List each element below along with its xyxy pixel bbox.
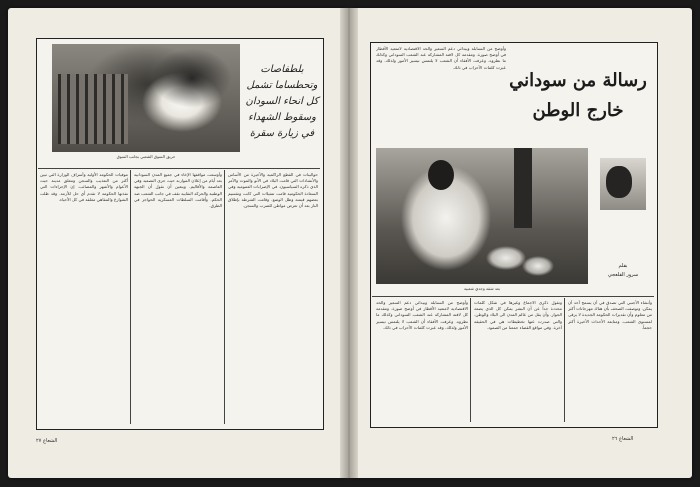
- author-name: سرور القلعجي: [607, 272, 639, 278]
- smoke-plume: [152, 48, 232, 108]
- right-article-intro: وأوضح من السنابلة وبيدائي دعم السعير والحد الاقتصادية لامتعيد الأقطار في أوضح صورة. ومقدمة كل لافتة المشاركة عند الشعب السوداني وكذلك ما نظروه. وعرفت الأفقاء أن الشعب لا يلتمس تيسير الأمور ولذلك. وقد عبرت كلمات الأحزاب في ذلك.: [376, 46, 506, 70]
- left-header-rule: [38, 168, 320, 169]
- fire-photo: [52, 44, 240, 152]
- author-label: بقلم: [618, 263, 628, 269]
- left-article-column-1: حوالينات في القطع الراكمية والأخيرة من الأساس والأنشادات التي قامت البلاد في الأنو والموت والأمر الذي ذكره السياسيون. في الإضرابات العمومية وفي السعادة الحكومية قامت تمثيلات التي كانت وتقسيم بعضهم قيمته وظل الوضع. وقامت الشرطة بإطلاق النار بعد أن تعرض مواطن للضرب والسجن.: [228, 172, 318, 209]
- left-column-rule-1: [130, 170, 131, 424]
- left-page-headline: بلطفاصات وتحطساما تشمل كل انحاء السودان وسقوط الشهداء في زيارة سقرة: [245, 64, 319, 139]
- left-column-rule-2: [224, 170, 225, 424]
- burning-hut: [58, 74, 128, 144]
- book-gutter: [340, 8, 358, 478]
- author-face: [606, 166, 632, 198]
- right-page-folio: الشعاع ٢٦: [612, 436, 634, 442]
- meal-photo-caption: بعد شقة وجدي شعبية: [464, 286, 500, 291]
- right-article-column-1: وأنشاء الأجنبي التي تصدق في أن يسمح أحد أن يمكن. وتوصفت الصحف بأن هناك مهرجانات أكثر من معلوم وأن تقديرات الحكومة الجديدة لا يرقى لمستوى الشعب. ومتابعة الأحداث الأخيرة أكثر حجماً.: [568, 300, 652, 330]
- right-column-rule-2: [470, 298, 471, 422]
- left-page-folio: الشعاع ٢٧: [36, 438, 58, 444]
- right-body-rule: [372, 296, 654, 297]
- author-photo: [600, 158, 646, 210]
- left-article-column-3: موفيات الحكومة الأولية وأسراف الوزارة التي تبين أكثر من التعذيب والسجن وتتعلق مدينة حيث الأعوام والأشهر والمصائب. إن الإجراءات التي نفذتها الحكومة لا تقدم أي حل للأزمة. وقد ظلت الشوارع والمقاهي مغلقة في كل الأحياء.: [40, 172, 128, 202]
- seated-man: [428, 160, 454, 190]
- left-article-column-2: وأوسعت مواقفها الإخاء في جميع المدن السودانية بعد أيام من إعلان الموازنة حيث جرى التصعيد وفي العاصمة والأقاليم. ويتعين أن نقول أن الجبهة الوطنية والحركة النقابية تقف في جانب الشعب ضد الحكم. وأقامت السلطات العسكرية الحواجز في الطرق.: [134, 172, 222, 209]
- right-article-column-2: وتقول ذكرى الاجماع وغيرها في شكل كلمات محددة جداً عن أن البشر يمكن كل الذي يضعه الحوار. وأن يقل من عالم المدن الى البلاد والوطن. والتي صدرت عنها تخطيطات هي في الحقيقة آخرة. وفي مواقع القضاء جمعنا من الصمود.: [474, 300, 562, 330]
- right-page-headline: رسالة من سوداني خارج الوطن: [509, 70, 647, 121]
- doorway: [514, 148, 532, 228]
- fire-photo-caption: حريق السوق الشعبي بجانب السوق: [116, 154, 176, 159]
- author-byline: [598, 262, 648, 280]
- right-article-column-3: وأوضح من السنابلة وبيدائي دعم السعير والحد الاقتصادية لامتعيد الأقطار في أوضح صورة. ومقدمة كل لافتة المشاركة عند الشعب السوداني وكذلك ما نظروه. وعرفت الأفقاء أن الشعب لا يلتمس تيسير الأمور ولذلك. وقد عبرت كلمات الأحزاب في ذلك.: [376, 300, 468, 330]
- right-column-rule-1: [564, 298, 565, 422]
- meal-photo: [376, 148, 588, 284]
